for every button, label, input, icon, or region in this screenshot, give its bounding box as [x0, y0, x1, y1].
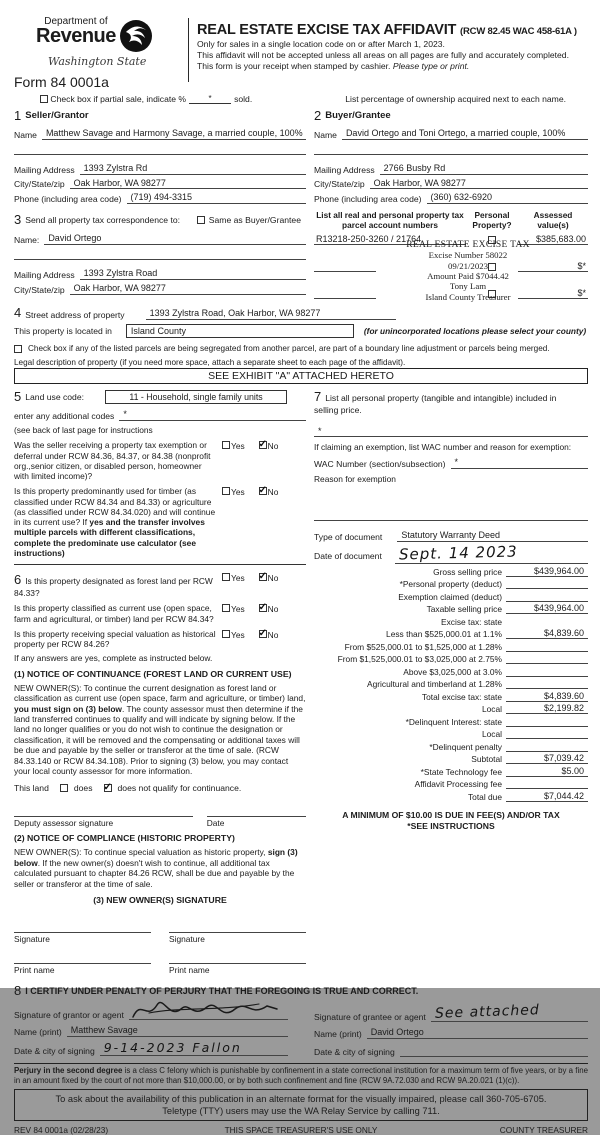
historical-no-checkbox: [259, 630, 267, 638]
wac-number-label: WAC Number (section/subsection): [314, 458, 446, 469]
seller-name-label: Name: [14, 129, 37, 140]
seller-phone-label: Phone (including area code): [14, 194, 122, 205]
reason-exemption-label: Reason for exemption: [314, 473, 396, 484]
fin-label: Excise tax: state: [441, 616, 502, 627]
corr-name-label: Name:: [14, 234, 40, 245]
print-name-label: Print name: [169, 965, 210, 976]
forest-yes-checkbox: [222, 573, 230, 581]
deputy-date-line: [207, 803, 306, 817]
fin-value: [506, 716, 588, 727]
header-divider: [188, 18, 189, 82]
footer-rev-number: REV 84 0001a (02/28/23): [14, 1124, 109, 1135]
fin-value: $7,044.42: [506, 791, 588, 802]
historical-property-question: Is this property receiving special valuation as historical property per RCW 84.26? Yes ✓ No: [14, 629, 306, 650]
seller-name-value: Matthew Savage and Harmony Savage, a married couple, 100%: [42, 128, 306, 140]
new-owner-printname-line-1: [14, 950, 151, 964]
fin-label: Affidavit Processing fee: [414, 779, 502, 790]
fin-value: $4,839.60: [506, 628, 588, 639]
segregated-checkbox: [14, 345, 22, 353]
current-use-question: Is this property classified as current use (open space, farm and agricultural, or timber) land per RCW 84.34? Yes ✓ No: [14, 603, 306, 624]
new-owner-signature-heading: (3) NEW OWNER(S) SIGNATURE: [93, 895, 227, 906]
seller-city-label: City/State/zip: [14, 179, 65, 190]
street-address-value: 1393 Zylstra Road, Oak Harbor, WA 98277: [146, 308, 396, 320]
seller-mailing-label: Mailing Address: [14, 164, 75, 175]
buyer-name-extra-line: [314, 144, 588, 155]
section8-number: 8: [14, 983, 22, 999]
corr-mailing-label: Mailing Address: [14, 269, 75, 280]
land-use-label: Land use code:: [25, 391, 85, 402]
exemption-no-checkbox: [259, 441, 267, 449]
washington-state-label: Washington State: [48, 55, 147, 68]
signature-label: Signature: [14, 934, 50, 945]
stamp-date: 09/21/2023: [447, 260, 489, 271]
grantee-name-value: David Ortego: [367, 1027, 588, 1039]
grantee-name-label: Name (print): [314, 1028, 362, 1039]
form-number: Form 84 0001a: [14, 74, 109, 90]
unincorporated-note: (for unincorporated locations please select your county): [363, 326, 587, 337]
new-owner-signature-line-1: [14, 919, 151, 933]
treasurer-stamp: [378, 240, 558, 302]
section3-number: 3: [14, 212, 22, 228]
section2-heading: 2 Buyer/Grantee: [314, 108, 391, 123]
financial-table: [314, 566, 588, 802]
date-of-document-value: Sept. 14 2023: [395, 544, 588, 564]
grantor-signature-scribble: [129, 997, 279, 1023]
timber-no-checkbox: [259, 487, 267, 495]
timber-agriculture-question: Is this property predominantly used for timber (as classified under RCW 84.34 and 84.33) or agriculture (as classified under RCW 84.34.020) and will continue in its current use? If yes and the transfer involves multiple parcels with different classifications, complete the predominate use calculator (see instructions) Yes ✓ No: [14, 486, 306, 558]
corr-city-label: City/State/zip: [14, 284, 65, 295]
does-qualify-checkbox: [60, 784, 68, 792]
fin-value: $2,199.82: [506, 703, 588, 714]
minimum-fee-note: A MINIMUM OF $10.00 IS DUE IN FEE(S) AND/OR TAX *SEE INSTRUCTIONS: [342, 809, 560, 831]
street-address-label: Street address of property: [25, 310, 125, 321]
partial-sale-row: [40, 94, 588, 104]
parcel-number-blank: [314, 288, 376, 299]
fin-label: *Personal property (deduct): [399, 579, 502, 590]
see-back-note: (see back of last page for instructions: [14, 424, 153, 435]
corr-mailing-value: 1393 Zylstra Road: [80, 268, 306, 280]
dept-of-label: Department of: [44, 16, 108, 27]
additional-codes-value: *: [119, 409, 306, 421]
fin-label: Less than $525,000.01 at 1.1%: [386, 629, 502, 640]
fin-value: $7,039.42: [506, 753, 588, 764]
historical-yes-checkbox: [222, 630, 230, 638]
fin-label: *Delinquent Interest: state: [405, 716, 502, 727]
date-of-document-label: Date of document: [314, 550, 382, 561]
land-use-code-value: 11 - Household, single family units: [105, 390, 287, 404]
if-any-yes-note: If any answers are yes, complete as instructed below.: [14, 653, 213, 664]
grantor-date-label: Date & city of signing: [14, 1045, 95, 1056]
parcel-col-header: List all real and personal property tax parcel account numbers: [316, 210, 464, 231]
legal-description-label: Legal description of property (if you need more space, attach a separate sheet to each page of the affidavit).: [14, 358, 406, 368]
stamp-excise-number: Excise Number 58022: [428, 250, 508, 261]
grantor-signature-value: [129, 1004, 288, 1020]
wac-number-value: *: [451, 457, 589, 469]
agency-name: Revenue: [36, 25, 116, 47]
current-use-yes-checkbox: [222, 604, 230, 612]
grantor-signature-label: Signature of grantor or agent: [14, 1010, 124, 1021]
fin-value: [506, 678, 588, 689]
assessed-value: $*: [518, 288, 588, 299]
buyer-name-label: Name: [314, 129, 337, 140]
header-note-1: Only for sales in a single location code on or after March 1, 2023.: [197, 39, 445, 49]
section1-heading: 1 Seller/Grantor: [14, 108, 89, 123]
fin-label: Taxable selling price: [426, 604, 502, 615]
assessed-value: $*: [518, 261, 588, 272]
header-note-3: This form is your receipt when stamped by cashier. Please type or print.: [197, 61, 470, 71]
new-owner-printname-line-2: [169, 950, 306, 964]
print-name-label: Print name: [14, 965, 55, 976]
section4: [14, 305, 588, 384]
current-use-no-checkbox: [259, 604, 267, 612]
fin-value: $439,964.00: [506, 566, 588, 577]
fin-value: [506, 666, 588, 677]
deputy-signature-label: Deputy assessor signature: [14, 818, 114, 829]
fin-value: [506, 778, 588, 789]
buyer-city-label: City/State/zip: [314, 179, 365, 190]
fin-label: Local: [481, 729, 502, 740]
fin-label: Total excise tax: state: [421, 691, 502, 702]
exemption-deferral-question: Was the seller receiving a property tax exemption or deferral under RCW 84.36, 84.37, or 84.38 (nonprofit org.,senior citizen, or disabled person, homeowner with limited income)? Yes ✓ No: [14, 440, 306, 481]
stamp-treasurer-name: Tony Lam: [449, 281, 487, 292]
page-footer: [14, 1125, 588, 1135]
fin-label: Above $3,025,000 at 3.0%: [403, 666, 502, 677]
notice-compliance-text: NEW OWNER(S): To continue special valuation as historic property, sign (3) below. If the new owner(s) doesn't wish to continue, all additional tax calculated pursuant to chapter 84.26 RCW, shall be due and payable by the seller or transferor at the time of sale.: [14, 847, 298, 889]
same-as-buyer-checkbox: [197, 216, 205, 224]
fin-label: *Delinquent penalty: [429, 741, 502, 752]
buyer-phone-label: Phone (including area code): [314, 194, 422, 205]
corr-city-value: Oak Harbor, WA 98277: [70, 283, 306, 295]
county-select: Island County: [126, 324, 354, 338]
legal-description-value: SEE EXHIBIT "A" ATTACHED HERETO: [14, 368, 588, 384]
additional-codes-label: enter any additional codes: [14, 410, 115, 421]
parcel-number-value: R13218-250-3260 / 21764: [314, 234, 466, 245]
grantee-signature-value: See attached: [431, 1004, 588, 1022]
buyer-city-value: Oak Harbor, WA 98277: [370, 178, 588, 190]
parcel-number-blank: [314, 261, 376, 272]
does-not-qualify-checkbox: [104, 784, 112, 792]
form-title: REAL ESTATE EXCISE TAX AFFIDAVIT (RCW 82.45 WAC 458-61A ): [197, 22, 577, 38]
fin-value: [506, 616, 588, 627]
accessibility-notice: To ask about the availability of this publication in an alternate format for the visually impaired, please call 360-705-6705. Teletype (TTY) users may use the WA Relay Service by calling 711.: [14, 1089, 588, 1121]
personal-property-col-header: Personal Property?: [472, 210, 512, 231]
stamp-treasurer-title: Island County Treasurer: [425, 291, 511, 302]
same-as-buyer-label: Same as Buyer/Grantee: [208, 214, 301, 225]
revenue-logo-icon: [118, 18, 154, 54]
corr-name-extra-line: [14, 249, 306, 260]
buyer-mailing-label: Mailing Address: [314, 164, 375, 175]
section7-heading: 7 List all personal property (tangible and intangible) included in selling price.: [314, 389, 557, 416]
ownership-percent-note: List percentage of ownership acquired next to each name.: [345, 94, 566, 104]
partial-sale-percent-field: *: [189, 94, 231, 104]
footer-county-treasurer: COUNTY TREASURER: [499, 1124, 588, 1135]
seller-mailing-value: 1393 Zylstra Rd: [80, 163, 306, 175]
new-owner-signature-line-2: [169, 919, 306, 933]
deputy-date-label: Date: [206, 818, 225, 829]
this-land-label: This land: [14, 783, 49, 794]
section3-label: Send all property tax correspondence to:: [25, 214, 181, 225]
partial-sale-label: Check box if partial sale, indicate %: [50, 94, 187, 104]
type-of-document-value: Statutory Warranty Deed: [397, 530, 588, 542]
forest-no-checkbox: [259, 573, 267, 581]
header-note-2: This affidavit will not be accepted unless all areas on all pages are fully and accurately completed.: [197, 50, 569, 60]
does-not-label: does not qualify for continuance.: [117, 783, 242, 794]
section4-number: 4: [14, 305, 22, 321]
seller-name-extra-line: [14, 144, 306, 155]
timber-yes-checkbox: [222, 487, 230, 495]
does-label: does: [73, 783, 93, 794]
agency-logo-block: [14, 16, 186, 90]
notice-continuance-heading: (1) NOTICE OF CONTINUANCE (FOREST LAND OR CURRENT USE): [14, 668, 292, 679]
fin-value: $439,964.00: [506, 603, 588, 614]
fin-value: [506, 741, 588, 752]
header: [14, 16, 588, 90]
grantee-date-value: [400, 1042, 588, 1057]
buyer-name-value: David Ortego and Toni Ortego, a married couple, 100%: [342, 128, 588, 140]
located-in-label: This property is located in: [14, 326, 112, 337]
stamp-amount-paid: Amount Paid $7044.42: [427, 270, 509, 281]
signature-label: Signature: [169, 934, 205, 945]
grantee-signature-label: Signature of grantee or agent: [314, 1011, 426, 1022]
section8: [14, 983, 588, 1057]
notice-compliance-heading: (2) NOTICE OF COMPLIANCE (HISTORIC PROPERTY): [14, 833, 235, 844]
fin-label: From $525,000.01 to $1,525,000 at 1.28%: [344, 641, 502, 652]
forest-land-question: 6 Is this property designated as forest land per RCW 84.33? Yes ✓ No: [14, 572, 306, 598]
fin-label: Local: [481, 704, 502, 715]
fin-label: Exemption claimed (deduct): [398, 591, 502, 602]
reason-exemption-line: [314, 510, 588, 521]
partial-sale-checkbox: [40, 95, 48, 103]
grantor-date-value: 9-14-2023 Fallon: [100, 1040, 288, 1056]
seller-city-value: Oak Harbor, WA 98277: [70, 178, 306, 190]
assessed-value-col-header: Assessed value(s): [533, 210, 573, 231]
fin-label: *State Technology fee: [420, 766, 502, 777]
fin-label: Gross selling price: [433, 566, 502, 577]
type-of-document-label: Type of document: [314, 531, 383, 542]
parcel-table: [314, 210, 588, 302]
section5-number: 5: [14, 389, 22, 405]
buyer-phone-value: (360) 632-6920: [427, 192, 589, 204]
fin-value: [506, 653, 588, 664]
fin-value: [506, 641, 588, 652]
fin-value: [506, 578, 588, 589]
exemption-yes-checkbox: [222, 441, 230, 449]
fin-value: [506, 728, 588, 739]
section-divider: [14, 564, 306, 565]
grantor-name-value: Matthew Savage: [67, 1025, 288, 1037]
footer-treasurer-space: THIS SPACE TREASURER'S USE ONLY: [224, 1124, 378, 1135]
fin-label: Agricultural and timberland at 1.28%: [366, 679, 502, 690]
assessed-value: $385,683.00: [518, 234, 588, 245]
exemption-claim-note: If claiming an exemption, list WAC number and reason for exemption:: [314, 442, 572, 453]
form-title-rcw: (RCW 82.45 WAC 458-61A ): [460, 26, 577, 37]
certify-statement: I CERTIFY UNDER PENALTY OF PERJURY THAT THE FOREGOING IS TRUE AND CORRECT.: [25, 985, 419, 996]
grantor-name-label: Name (print): [14, 1026, 62, 1037]
fin-value: $4,839.60: [506, 691, 588, 702]
perjury-notice: Perjury in the second degree is a class C felony which is punishable by confinement in a state correctional institution for a maximum term of five years, or by a fine in an amount fixed by the court of not more than $10,000.00, or by both such confinement and fine (RCW 9A.72.030 and RCW 9A.20.021 (1)(c)).: [14, 1063, 588, 1086]
partial-sale-sold-label: sold.: [234, 94, 253, 104]
buyer-mailing-value: 2766 Busby Rd: [380, 163, 588, 175]
fin-label: From $1,525,000.01 to $3,025,000 at 2.75%: [337, 654, 502, 665]
seller-phone-value: (719) 494-3315: [127, 192, 307, 204]
personal-property-list-value: *: [314, 426, 588, 438]
fin-value: $5.00: [506, 766, 588, 777]
segregated-label: Check box if any of the listed parcels are being segregated from another parcel, are part of a boundary line adjustment or parcels being merged.: [28, 344, 550, 354]
notice-continuance-text: NEW OWNER(S): To continue the current designation as forest land or classification as current use (open space, farm and agriculture, or timber) land, you must sign on (3) below. The county assessor must then determine if the land transferred continues to qualify and will indicate by signing below. If the land no longer qualifies or you do not wish to continue the designation or classification, it will be removed and the compensating or additional taxes will be due and payable by the seller or transferor at the time of sale. (RCW 84.33.140 or RCW 84.34.108). Prior to signing (3) below, you may contact your local county assessor for more information.: [14, 682, 306, 777]
fin-label: Subtotal: [471, 754, 502, 765]
grantee-date-label: Date & city of signing: [314, 1046, 395, 1057]
fin-value: [506, 591, 588, 602]
stamp-title: REAL ESTATE EXCISE TAX: [406, 240, 530, 251]
deputy-signature-line: [14, 803, 193, 817]
corr-name-value: David Ortego: [44, 233, 306, 245]
fin-label: Total due: [468, 791, 502, 802]
